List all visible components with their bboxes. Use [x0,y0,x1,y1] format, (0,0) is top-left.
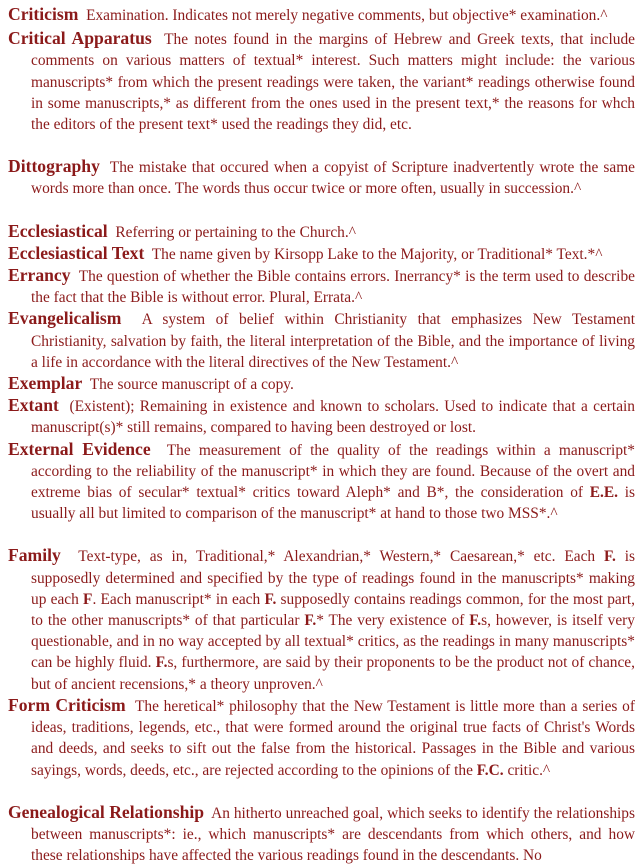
entry-term: External Evidence [8,438,151,459]
glossary-entry-form-criticism [8,695,635,781]
entry-definition: The name given by Kirsopp Lake to the Majority, or Traditional* Text.*^ [151,245,603,263]
entry-term: Form Criticism [8,694,126,715]
entry-definition: is supposedly determined and specified by the type of readings found in the manuscripts* making up each [31,548,635,608]
glossary-entry-evangelicalism [8,308,635,373]
entry-definition: The notes found in the margins of Hebrew and Greek texts, that include comments on various matters of textual* interest. Such matters might include: the various manuscripts* from which the present readings were taken, the variant* readings otherwise found in some manuscripts,* as different from the ones used in the present text,* the reasons for whch the editors of the present text* used the readings they did, etc. [31,31,635,134]
glossary-entry-family [8,545,635,694]
glossary-entry-criticism [8,4,635,26]
entry-definition: critic.^ [507,761,551,779]
entry-definition: The question of whether the Bible contains errors. Inerrancy* is the term used to describe the fact that the Bible is without error. Plural, Errata.^ [31,268,635,307]
entry-term: Errancy [8,265,71,286]
entry-term: Criticism [8,4,79,24]
entry-definition: The mistake that occured when a copyist of Scripture inadvertently wrote the same words more than once. The words thus occur twice or more often, usually in succession.^ [31,159,635,198]
entry-definition: s, furthermore, are said by their proponents to be the product not of chance, but of ancient recensions,* a theory unproven.^ [31,654,635,693]
glossary-entry-external-evidence [8,439,635,525]
entry-definition: s, however, is itself very questionable, and in no way accepted by all textual* critics, as the readings in many manuscripts* can be highly fluid. [31,612,635,672]
glossary-entry-genealogical-relationship [8,802,635,866]
entry-definition: An hitherto unreached goal, which seeks to identify the relationships between manuscripts*: ie., which manuscripts* are descendants from which others, and how these relationships have affected the various readings found in the descendants. No [31,804,635,865]
entry-definition: Referring or pertaining to the Church.^ [115,223,356,241]
entry-definition: is usually all but limited to comparison of the manuscript* at hand to those two MSS*.^ [31,484,636,523]
glossary-entry-extant [8,395,635,438]
entry-abbreviation: F. [469,612,482,630]
entry-abbreviation: E.E. [589,484,619,502]
entry-abbreviation: F. [603,548,616,566]
entry-abbreviation: F. [304,612,317,630]
entry-definition: The measurement of the quality of the readings within a manuscript* according to the reliability of the manuscript* in which they are found. Because of the overt and extreme bias of secular* textual* critics toward Aleph* and B*, the consideration of [31,441,636,502]
entry-definition: . Each manuscript* in each [92,590,261,608]
entry-definition: supposedly contains readings common, for the most part, to the other manuscripts* of that particular [31,590,635,630]
entry-definition: * The very existence of [316,612,465,630]
entry-definition: The source manuscript of a copy. [89,376,294,394]
glossary-entry-errancy [8,265,635,308]
glossary-entry-dittography [8,156,635,199]
entry-definition: Text-type, as in, Traditional,* Alexandrian,* Western,* Caesarean,* etc. Each [78,548,596,566]
entry-definition: A system of belief within Christianity that emphasizes New Testament Christianity, salvation by faith, the literal interpretation of the Bible, and the importance of living a life in accordance with the literal directives of the New Testament.^ [31,311,635,371]
entry-term: Dittography [8,156,100,177]
entry-term: Extant [8,395,59,416]
entry-definition: The heretical* philosophy that the New Testament is little more than a series of ideas, traditions, legends, etc., that were formed around the original true facts of Christ's Words and deeds, and seeks to sift out the false from the historical. Passages in the Bible and various sayings, words, deeds, etc., are rejected according to the opinions of the [31,697,635,779]
entry-term: Family [8,545,61,566]
glossary-entry-critical-apparatus [8,28,635,135]
entry-abbreviation: F. [264,590,277,608]
entry-term: Genealogical Relationship [8,801,205,822]
entry-term: Exemplar [8,373,83,394]
entry-term: Ecclesiastical [8,220,108,241]
glossary-entry-ecclesiastical-text [8,243,635,265]
glossary-entry-ecclesiastical [8,221,635,243]
entry-term: Critical Apparatus [8,28,152,49]
entry-definition: (Existent); Remaining in existence and known to scholars. Used to indicate that a certain manuscript(s)* still remains, compared to having been destroyed or lost. [31,398,635,437]
glossary-page [8,4,635,866]
glossary-entry-exemplar [8,373,635,395]
entry-abbreviation: F. [155,654,168,672]
entry-term: Evangelicalism [8,308,122,329]
entry-term: Ecclesiastical Text [8,242,145,263]
entry-definition: Examination. Indicates not merely negative comments, but objective* examination.^ [86,7,608,24]
entry-abbreviation: F [83,590,93,608]
entry-abbreviation: F.C. [476,761,504,779]
